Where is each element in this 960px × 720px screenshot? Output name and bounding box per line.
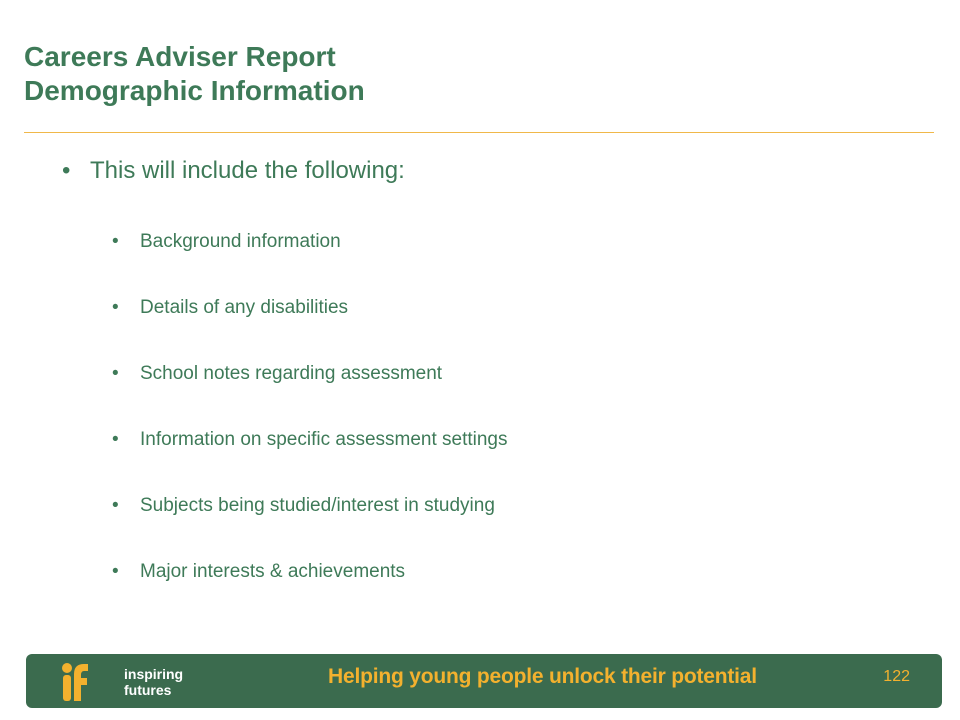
logo-line-2: futures bbox=[124, 682, 172, 698]
bullet-icon: • bbox=[112, 429, 119, 450]
list-item-text: Subjects being studied/interest in studying bbox=[140, 495, 495, 516]
list-item-text: School notes regarding assessment bbox=[140, 363, 443, 384]
slide-title-line-2: Demographic Information bbox=[24, 75, 365, 106]
lead-text: This will include the following: bbox=[90, 157, 405, 184]
sub-bullet-list bbox=[112, 230, 508, 626]
list-item bbox=[112, 428, 508, 494]
list-item-text: Background information bbox=[140, 231, 341, 252]
list-item-text: Information on specific assessment settings bbox=[140, 429, 508, 450]
bullet-icon: • bbox=[112, 495, 119, 516]
logo-line-1: inspiring bbox=[124, 666, 184, 682]
inspiring-futures-logo bbox=[60, 660, 184, 704]
list-item bbox=[112, 494, 508, 560]
slide-title bbox=[24, 40, 365, 108]
page-number: 122 bbox=[883, 668, 910, 685]
logo-wordmark bbox=[124, 666, 183, 698]
list-item-text: Major interests & achievements bbox=[140, 561, 406, 582]
list-item bbox=[112, 362, 508, 428]
bullet-icon: • bbox=[62, 157, 71, 184]
list-item bbox=[112, 230, 508, 296]
bullet-icon: • bbox=[112, 561, 119, 582]
bullet-icon: • bbox=[112, 231, 119, 252]
footer-banner bbox=[26, 654, 942, 708]
bullet-icon: • bbox=[112, 297, 119, 318]
title-divider bbox=[24, 132, 934, 133]
list-item bbox=[112, 296, 508, 362]
footer-tagline: Helping young people unlock their potential bbox=[328, 665, 757, 688]
list-item-text: Details of any disabilities bbox=[140, 297, 349, 318]
slide-title-line-1: Careers Adviser Report bbox=[24, 41, 336, 72]
lead-bullet bbox=[62, 156, 405, 186]
bullet-icon: • bbox=[112, 363, 119, 384]
list-item bbox=[112, 560, 508, 626]
if-logo-icon bbox=[60, 660, 90, 704]
